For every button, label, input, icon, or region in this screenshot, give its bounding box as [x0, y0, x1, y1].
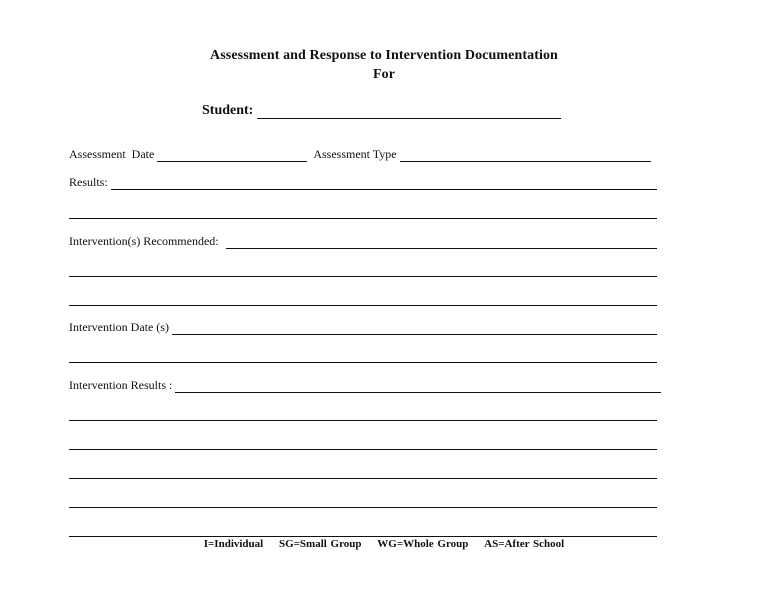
- interventions-row: [69, 233, 657, 249]
- results-line-2[interactable]: [69, 218, 657, 219]
- assessment-type-label: Assessment Type: [313, 147, 397, 161]
- interventions-line-2[interactable]: [69, 276, 657, 277]
- interventions-line-3[interactable]: [69, 305, 657, 306]
- student-label: Student:: [202, 103, 254, 118]
- legend-after-school: AS=After School: [484, 538, 565, 550]
- interventions-blank[interactable]: [226, 236, 657, 249]
- intervention-results-line-3[interactable]: [69, 449, 657, 450]
- student-blank[interactable]: [257, 104, 561, 119]
- student-field: [202, 103, 561, 119]
- assessment-date-blank[interactable]: [157, 149, 307, 162]
- intervention-dates-line-2[interactable]: [69, 362, 657, 363]
- intervention-results-line-6[interactable]: [69, 536, 657, 537]
- legend-individual: I=Individual: [203, 538, 264, 550]
- interventions-label: Intervention(s) Recommended:: [69, 234, 219, 248]
- assessment-row: [69, 146, 657, 162]
- legend-small-group: SG=Small Group: [278, 538, 362, 550]
- intervention-results-label: Intervention Results :: [69, 378, 173, 392]
- assessment-date-label: Assessment Date: [69, 147, 155, 161]
- form-title-for: For: [372, 67, 396, 82]
- intervention-dates-row: [69, 319, 657, 335]
- intervention-results-blank[interactable]: [175, 380, 661, 393]
- intervention-results-line-4[interactable]: [69, 478, 657, 479]
- legend-whole-group: WG=Whole Group: [377, 538, 469, 550]
- intervention-dates-label: Intervention Date (s): [69, 320, 169, 334]
- results-label: Results:: [69, 175, 108, 189]
- assessment-type-blank[interactable]: [400, 149, 651, 162]
- legend: [0, 538, 768, 550]
- results-row: [69, 174, 657, 190]
- intervention-dates-blank[interactable]: [172, 322, 657, 335]
- intervention-results-line-2[interactable]: [69, 420, 657, 421]
- intervention-results-line-5[interactable]: [69, 507, 657, 508]
- form-title: Assessment and Response to Intervention Documentation: [210, 48, 558, 63]
- results-blank[interactable]: [111, 177, 657, 190]
- intervention-results-row: [69, 377, 661, 393]
